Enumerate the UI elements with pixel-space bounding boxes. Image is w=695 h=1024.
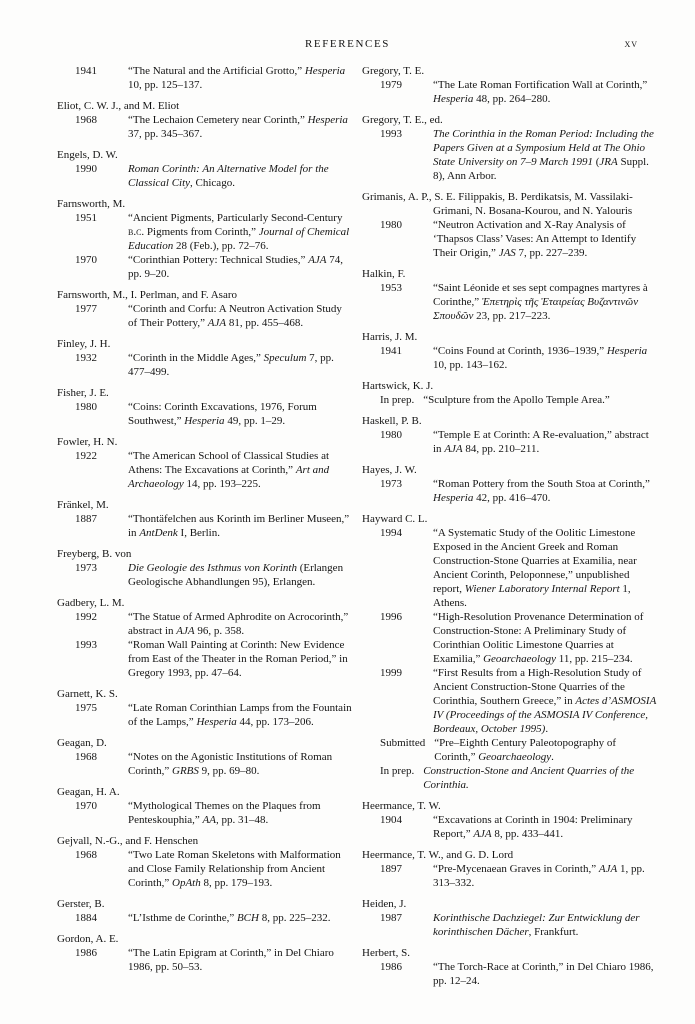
reference-item [362,862,657,890]
author-name: Heermance, T. W. [362,800,441,812]
reference-text: “Notes on the Agonistic Institutions of Roman Corinth,” GRBS 9, pp. 69–80. [128,751,333,777]
reference-entry [57,288,352,330]
author-name: Eliot, C. W. J., and M. Eliot [57,100,180,112]
reference-text: “Coins Found at Corinth, 1936–1939,” Hesperia 10, pp. 143–162. [433,345,648,371]
year-label: Submitted [380,737,426,749]
year-label: 1970 [75,800,97,812]
reference-item [57,512,352,540]
reference-text: Die Geologie des Isthmus von Korinth (Erlangen Geologische Abhandlungen 95), Erlangen. [128,562,344,588]
reference-text: “Corinth and Corfu: A Neutron Activation Study of Their Pottery,” AJA 81, pp. 455–468. [128,303,342,329]
reference-item [57,113,352,141]
author-name: Garnett, K. S. [57,688,118,700]
reference-item [57,561,352,589]
reference-text: “Roman Pottery from the South Stoa at Corinth,” Hesperia 42, pp. 416–470. [433,478,650,504]
reference-item [362,666,657,736]
year-label: 1941 [75,65,97,77]
author-name: Hayes, J. W. [362,464,417,476]
reference-item [57,64,352,92]
reference-text: Korinthische Dachziegel: Zur Entwicklung der korinthischen Dächer, Frankfurt. [433,912,640,938]
reference-text: “Ancient Pigments, Particularly Second-Century b.c. Pigments from Corinth,” Journal of Chemical Education 28 (Feb.), pp. 72–76. [128,212,350,252]
reference-text: “Thontäfelchen aus Korinth im Berliner Museen,” in AntDenk I, Berlin. [128,513,350,539]
right-column [362,64,657,995]
author-name: Engels, D. W. [57,149,118,161]
reference-item [57,701,352,729]
reference-text: “Mythological Themes on the Plaques from Penteskouphia,” AA, pp. 31–48. [128,800,321,826]
reference-entry [57,435,352,491]
year-label: 1992 [75,611,97,623]
year-label: 1922 [75,450,97,462]
year-label: 1951 [75,212,97,224]
reference-text: “Corinthian Pottery: Technical Studies,” AJA 74, pp. 9–20. [128,254,344,280]
year-label: 1973 [75,562,97,574]
reference-text: “Late Roman Corinthian Lamps from the Fountain of the Lamps,” Hesperia 44, pp. 173–206. [128,702,352,728]
reference-item [57,351,352,379]
reference-entry [57,337,352,379]
reference-item [57,302,352,330]
reference-text: The Corinthia in the Roman Period: Including the Papers Given at a Symposium Held at The Ohio State University on 7–9 March 1991 (JRA Suppl. 8), Ann Arbor. [433,128,654,182]
year-label: 1977 [75,303,97,315]
reference-entry [362,379,657,407]
year-label: 1968 [75,114,97,126]
author-name: Gregory, T. E., ed. [362,114,443,126]
author-name: Gordon, A. E. [57,933,119,945]
year-label: 1973 [380,478,402,490]
author-name: Gregory, T. E. [362,65,425,77]
reference-item [57,638,352,680]
reference-item [57,848,352,890]
reference-entry [57,897,352,925]
author-name: Hayward C. L. [362,513,428,525]
reference-text: “Saint Léonide et ses sept compagnes martyres à Corinthe,” Ἐπετηρὶς τῆς Ἑταιρείας Βυζαντινῶν Σπουδῶν 23, pp. 217–223. [433,282,648,322]
author-name: Gerster, B. [57,898,105,910]
reference-text: “Sculpture from the Apollo Temple Area.” [423,394,610,406]
author-name: Hartswick, K. J. [362,380,434,392]
page-header [57,37,638,51]
reference-item [362,526,657,610]
reference-entry [57,932,352,974]
year-label: In prep. [380,765,415,777]
reference-entry [362,799,657,841]
reference-entry [57,687,352,729]
reference-text: “The Late Roman Fortification Wall at Corinth,” Hesperia 48, pp. 264–280. [433,79,648,105]
year-label: 1980 [380,429,402,441]
reference-item [57,610,352,638]
left-column [57,64,352,995]
reference-item [57,750,352,778]
author-name: Harris, J. M. [362,331,418,343]
reference-item [362,218,657,260]
year-label: 1953 [380,282,402,294]
year-label: In prep. [380,394,415,406]
reference-item [362,610,657,666]
author-name: Halkin, F. [362,268,406,280]
author-name: Gadbery, L. M. [57,597,125,609]
reference-text: “Excavations at Corinth in 1904: Preliminary Report,” AJA 8, pp. 433–441. [433,814,633,840]
reference-entry [362,113,657,183]
reference-entry [57,386,352,428]
year-label: 1979 [380,79,402,91]
reference-item [57,911,352,925]
year-label: 1932 [75,352,97,364]
reference-text: “Temple E at Corinth: A Re-evaluation,” abstract in AJA 84, pp. 210–211. [433,429,649,455]
reference-entry [57,64,352,92]
reference-text: “L’Isthme de Corinthe,” BCH 8, pp. 225–232. [128,912,331,924]
year-label: 1970 [75,254,97,266]
reference-text: “Corinth in the Middle Ages,” Speculum 7, pp. 477–499. [128,352,334,378]
reference-entry [362,414,657,456]
reference-entry [57,547,352,589]
reference-entry [57,736,352,778]
reference-text: “The Statue of Armed Aphrodite on Acrocorinth,” abstract in AJA 96, p. 358. [128,611,349,637]
author-name: Herbert, S. [362,947,410,959]
year-label: 1986 [75,947,97,959]
author-name: Geagan, H. A. [57,786,120,798]
year-label: 1968 [75,849,97,861]
author-name: Grimanis, A. P., S. E. Filippakis, B. Perdikatsis, M. Vassilaki-Grimani, N. Bosana-Kourou, and N. Yalouris [362,191,633,217]
reference-entry [57,99,352,141]
reference-entry [57,498,352,540]
author-name: Geagan, D. [57,737,107,749]
year-label: 1999 [380,667,402,679]
author-name: Heiden, J. [362,898,407,910]
reference-item [57,253,352,281]
reference-text: “High-Resolution Provenance Determination of Construction-Stone: A Preliminary Study of Corinthian Oolitic Limestone Quarries at Examilia,” Geoarchaeology 11, pp. 215–234. [433,611,644,665]
reference-entry [362,190,657,260]
reference-entry [57,596,352,680]
author-name: Gejvall, N.-G., and F. Henschen [57,835,199,847]
author-name: Haskell, P. B. [362,415,422,427]
page-number: xv [624,38,638,50]
reference-entry [362,64,657,106]
reference-entry [362,512,657,792]
reference-text: “Pre–Eighth Century Paleotopography of Corinth,” Geoarchaeology. [434,737,617,763]
year-label: 1993 [380,128,402,140]
reference-text: “Neutron Activation and X-Ray Analysis of ‘Thapsos Class’ Vases: An Attempt to Identify Their Origin,” JAS 7, pp. 227–239. [433,219,637,259]
year-label: 1980 [380,219,402,231]
reference-text: “The Natural and the Artificial Grotto,” Hesperia 10, pp. 125–137. [128,65,346,91]
reference-item [362,960,657,988]
reference-item [362,281,657,323]
reference-text: Roman Corinth: An Alternative Model for the Classical City, Chicago. [128,163,329,189]
reference-item [57,946,352,974]
year-label: 1987 [380,912,402,924]
page-title: REFERENCES [304,38,391,50]
reference-text: “A Systematic Study of the Oolitic Limestone Exposed in the Ancient Greek and Roman Construction-Stone Quarries at Examilia, near Ancient Corinth, Peloponnese,” unpublished report, Wiener Laboratory Internal Report 1, Athens. [433,527,637,609]
year-label: 1975 [75,702,97,714]
reference-item [362,764,657,792]
reference-entry [362,463,657,505]
reference-item [362,78,657,106]
reference-text: “The Latin Epigram at Corinth,” in Del Chiaro 1986, pp. 50–53. [128,947,334,973]
year-label: 1897 [380,863,402,875]
reference-entry [362,267,657,323]
reference-entry [57,197,352,281]
year-label: 1996 [380,611,402,623]
reference-entry [362,946,657,988]
reference-text: “Roman Wall Painting at Corinth: New Evidence from East of the Theater in the Roman Period,” in Gregory 1993, pp. 47–64. [128,639,348,679]
reference-item [362,736,657,764]
reference-item [57,211,352,253]
reference-item [362,911,657,939]
reference-text: “First Results from a High-Resolution Study of Ancient Construction-Stone Quarries of the Corinthia, Southern Greece,” in Actes d’ASMOSIA IV (Proceedings of the ASMOSIA IV Conference, Bordeaux, October 1995). [433,667,657,735]
reference-text: “The Torch-Race at Corinth,” in Del Chiaro 1986, pp. 12–24. [433,961,654,987]
author-name: Finley, J. H. [57,338,111,350]
reference-item [362,428,657,456]
reference-item [57,400,352,428]
reference-entry [57,785,352,827]
year-label: 1887 [75,513,97,525]
year-label: 1986 [380,961,402,973]
reference-entry [362,897,657,939]
reference-item [57,799,352,827]
reference-item [362,127,657,183]
year-label: 1980 [75,401,97,413]
reference-text: “The Lechaion Cemetery near Corinth,” Hesperia 37, pp. 345–367. [128,114,348,140]
reference-item [362,477,657,505]
reference-entry [57,834,352,890]
author-name: Farnsworth, M. [57,198,126,210]
author-name: Fowler, H. N. [57,436,118,448]
author-name: Fisher, J. E. [57,387,109,399]
year-label: 1941 [380,345,402,357]
reference-text: “Pre-Mycenaean Graves in Corinth,” AJA 1, pp. 313–332. [433,863,645,889]
reference-text: Construction-Stone and Ancient Quarries of the Corinthia. [423,765,635,791]
reference-text: “Two Late Roman Skeletons with Malformation and Close Family Relationship from Ancient Corinth,” OpAth 8, pp. 179–193. [128,849,341,889]
year-label: 1993 [75,639,97,651]
year-label: 1968 [75,751,97,763]
reference-item [362,813,657,841]
reference-item [362,393,657,407]
year-label: 1994 [380,527,402,539]
reference-item [362,344,657,372]
author-name: Freyberg, B. von [57,548,132,560]
reference-entry [362,330,657,372]
reference-entry [57,148,352,190]
reference-columns [57,64,657,995]
year-label: 1990 [75,163,97,175]
author-name: Heermance, T. W., and G. D. Lord [362,849,514,861]
reference-item [57,162,352,190]
reference-text: “The American School of Classical Studies at Athens: The Excavations at Corinth,” Art and Archaeology 14, pp. 193–225. [128,450,330,490]
reference-text: “Coins: Corinth Excavations, 1976, Forum Southwest,” Hesperia 49, pp. 1–29. [128,401,317,427]
reference-entry [362,848,657,890]
author-name: Farnsworth, M., I. Perlman, and F. Asaro [57,289,237,301]
year-label: 1884 [75,912,97,924]
year-label: 1904 [380,814,402,826]
author-name: Fränkel, M. [57,499,109,511]
reference-item [57,449,352,491]
